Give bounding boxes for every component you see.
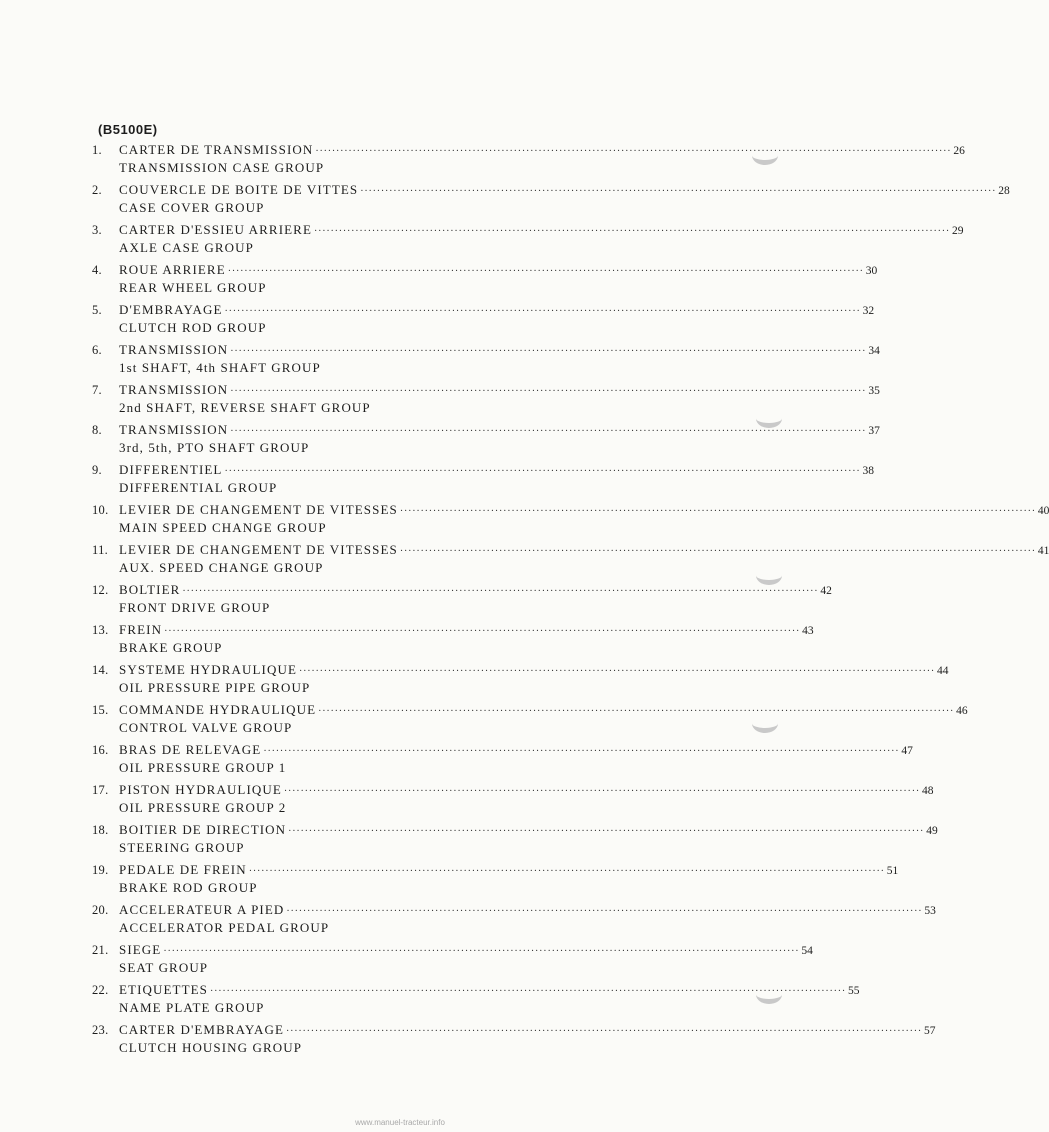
entry-english-title: AUX. SPEED CHANGE GROUP <box>119 560 324 575</box>
entry-french-line <box>119 821 938 841</box>
toc-entry <box>92 581 832 621</box>
entry-number: 19. <box>92 863 109 877</box>
entry-french-line <box>119 901 936 921</box>
entry-page-number: 41 <box>1037 545 1049 557</box>
dot-leader: ·························································································································································· <box>224 306 861 317</box>
entry-page-number: 46 <box>956 705 968 717</box>
entry-english-title: REAR WHEEL GROUP <box>119 280 267 295</box>
entry-page-number: 57 <box>924 1025 936 1037</box>
entry-french-line <box>119 261 878 281</box>
toc-entry <box>92 701 968 741</box>
entry-english-title: 2nd SHAFT, REVERSE SHAFT GROUP <box>119 400 371 415</box>
toc-entry <box>92 781 934 821</box>
toc-entry <box>92 261 878 301</box>
entry-number: 11. <box>92 543 109 557</box>
entry-number: 5. <box>92 303 102 317</box>
entry-english-title: CASE COVER GROUP <box>119 200 265 215</box>
entry-page-number: 48 <box>921 785 934 797</box>
entry-number: 23. <box>92 1023 109 1037</box>
toc-entry <box>92 461 875 501</box>
entry-number: 9. <box>92 463 102 477</box>
entry-french-title: CARTER DE TRANSMISSION <box>119 142 314 157</box>
entry-french-title: SYSTEME HYDRAULIQUE <box>119 662 297 677</box>
entry-page-number: 44 <box>937 665 949 677</box>
entry-french-line <box>119 181 1010 201</box>
entry-page-number: 37 <box>868 425 880 437</box>
entry-french-title: FREIN <box>119 622 163 637</box>
entry-french-title: ETIQUETTES <box>119 982 208 997</box>
entry-english-title: OIL PRESSURE PIPE GROUP <box>119 680 311 695</box>
entry-english-title: AXLE CASE GROUP <box>119 240 254 255</box>
entry-english-title: CONTROL VALVE GROUP <box>119 720 293 735</box>
entry-french-title: TRANSMISSION <box>119 382 229 397</box>
entry-english-title: BRAKE GROUP <box>119 640 223 655</box>
entry-french-title: TRANSMISSION <box>119 422 229 437</box>
dot-leader: ·························································································································································· <box>209 986 847 997</box>
entry-french-title: BOITIER DE DIRECTION <box>119 822 287 837</box>
dot-leader: ·························································································································································· <box>298 666 936 677</box>
entry-page-number: 49 <box>926 825 938 837</box>
entry-french-line <box>119 661 949 681</box>
entry-number: 8. <box>92 423 102 437</box>
toc-entry <box>92 541 1049 581</box>
entry-french-title: LEVIER DE CHANGEMENT DE VITESSES <box>119 502 398 517</box>
entry-page-number: 55 <box>848 985 860 997</box>
entry-french-line <box>119 781 934 801</box>
entry-french-title: ACCELERATEUR A PIED <box>119 902 285 917</box>
entry-number: 18. <box>92 823 109 837</box>
entry-page-number: 34 <box>868 345 880 357</box>
entry-number: 17. <box>92 783 109 797</box>
entry-english-title: 1st SHAFT, 4th SHAFT GROUP <box>119 360 321 375</box>
entry-number: 15. <box>92 703 109 717</box>
toc-entry <box>92 901 936 941</box>
entry-french-title: PISTON HYDRAULIQUE <box>119 782 282 797</box>
entry-english-title: MAIN SPEED CHANGE GROUP <box>119 520 327 535</box>
punch-hole-icon <box>756 985 782 1004</box>
entry-french-title: SIEGE <box>119 942 162 957</box>
entry-french-title: PEDALE DE FREIN <box>119 862 247 877</box>
entry-french-line <box>119 501 1049 521</box>
entry-english-title: CLUTCH ROD GROUP <box>119 320 267 335</box>
entry-french-line <box>119 861 899 881</box>
entry-french-title: LEVIER DE CHANGEMENT DE VITESSES <box>119 542 398 557</box>
toc-entry <box>92 341 880 381</box>
entry-french-line <box>119 221 964 241</box>
toc-entry <box>92 741 913 781</box>
entry-french-line <box>119 741 913 761</box>
toc-entry <box>92 821 938 861</box>
entry-english-title: CLUTCH HOUSING GROUP <box>119 1040 303 1055</box>
entry-number: 16. <box>92 743 109 757</box>
entry-english-title: TRANSMISSION CASE GROUP <box>119 160 325 175</box>
entry-french-title: ROUE ARRIERE <box>119 262 226 277</box>
entry-french-line <box>119 1021 936 1041</box>
entry-page-number: 54 <box>801 945 813 957</box>
dot-leader: ·························································································································································· <box>285 1026 923 1037</box>
entry-french-line <box>119 461 875 481</box>
dot-leader: ·························································································································································· <box>230 426 867 437</box>
entry-french-line <box>119 981 860 1001</box>
entry-english-title: NAME PLATE GROUP <box>119 1000 265 1015</box>
dot-leader: ·························································································································································· <box>283 786 920 797</box>
entry-french-line <box>119 581 832 601</box>
punch-hole-icon <box>756 566 782 585</box>
watermark-text: www.manuel-tracteur.info <box>355 1118 445 1127</box>
entry-french-line <box>119 541 1049 561</box>
toc-entry <box>92 1021 936 1061</box>
entry-page-number: 32 <box>862 305 875 317</box>
toc-entry <box>92 181 1010 221</box>
toc-entry <box>92 621 814 661</box>
toc-entry <box>92 941 813 981</box>
toc-entry <box>92 421 880 461</box>
entry-english-title: FRONT DRIVE GROUP <box>119 600 271 615</box>
dot-leader: ·························································································································································· <box>360 186 997 197</box>
entry-number: 21. <box>92 943 109 957</box>
entry-french-line <box>119 381 880 401</box>
dot-leader: ·························································································································································· <box>230 386 867 397</box>
dot-leader: ·························································································································································· <box>164 626 801 637</box>
entry-french-title: COMMANDE HYDRAULIQUE <box>119 702 317 717</box>
dot-leader: ·························································································································································· <box>224 466 861 477</box>
table-of-contents <box>92 141 1049 1061</box>
dot-leader: ·························································································································································· <box>399 506 1036 517</box>
entry-number: 7. <box>92 383 102 397</box>
entry-french-line <box>119 141 965 161</box>
entry-page-number: 38 <box>862 465 875 477</box>
entry-english-title: OIL PRESSURE GROUP 2 <box>119 800 287 815</box>
entry-number: 14. <box>92 663 109 677</box>
entry-english-title: 3rd, 5th, PTO SHAFT GROUP <box>119 440 310 455</box>
toc-entry <box>92 501 1049 541</box>
entry-number: 6. <box>92 343 102 357</box>
entry-page-number: 40 <box>1037 505 1049 517</box>
entry-english-title: OIL PRESSURE GROUP 1 <box>119 760 287 775</box>
dot-leader: ·························································································································································· <box>286 906 923 917</box>
dot-leader: ·························································································································································· <box>318 706 955 717</box>
entry-french-line <box>119 941 813 961</box>
toc-entry <box>92 861 899 901</box>
dot-leader: ·························································································································································· <box>263 746 900 757</box>
dot-leader: ·························································································································································· <box>230 346 867 357</box>
entry-page-number: 35 <box>868 385 880 397</box>
entry-french-title: COUVERCLE DE BOITE DE VITTES <box>119 182 359 197</box>
entry-french-title: D'EMBRAYAGE <box>119 302 223 317</box>
entry-number: 20. <box>92 903 109 917</box>
punch-hole-icon <box>752 714 778 733</box>
entry-french-line <box>119 301 875 321</box>
dot-leader: ·························································································································································· <box>182 586 819 597</box>
entry-page-number: 28 <box>998 185 1010 197</box>
entry-number: 13. <box>92 623 109 637</box>
entry-number: 2. <box>92 183 102 197</box>
entry-page-number: 42 <box>820 585 832 597</box>
entry-number: 1. <box>92 143 102 157</box>
entry-french-title: CARTER D'ESSIEU ARRIERE <box>119 222 312 237</box>
entry-page-number: 26 <box>953 145 965 157</box>
entry-number: 10. <box>92 503 109 517</box>
dot-leader: ·························································································································································· <box>314 226 951 237</box>
entry-number: 3. <box>92 223 102 237</box>
entry-english-title: DIFFERENTIAL GROUP <box>119 480 278 495</box>
toc-entry <box>92 981 860 1021</box>
entry-number: 4. <box>92 263 102 277</box>
toc-entry <box>92 141 965 181</box>
entry-page-number: 47 <box>901 745 913 757</box>
entry-french-title: CARTER D'EMBRAYAGE <box>119 1022 284 1037</box>
entry-english-title: SEAT GROUP <box>119 960 209 975</box>
entry-english-title: STEERING GROUP <box>119 840 245 855</box>
entry-french-title: BOLTIER <box>119 582 181 597</box>
entry-number: 12. <box>92 583 109 597</box>
entry-french-line <box>119 701 968 721</box>
entry-french-title: BRAS DE RELEVAGE <box>119 742 262 757</box>
dot-leader: ·························································································································································· <box>315 146 952 157</box>
toc-entry <box>92 301 875 341</box>
entry-page-number: 53 <box>924 905 936 917</box>
entry-french-line <box>119 621 814 641</box>
punch-hole-icon <box>752 146 778 165</box>
dot-leader: ·························································································································································· <box>248 866 885 877</box>
dot-leader: ·························································································································································· <box>163 946 800 957</box>
dot-leader: ·························································································································································· <box>227 266 864 277</box>
dot-leader: ·························································································································································· <box>399 546 1036 557</box>
punch-hole-icon <box>756 409 782 428</box>
dot-leader: ·························································································································································· <box>288 826 925 837</box>
entry-french-line <box>119 421 880 441</box>
entry-page-number: 29 <box>952 225 964 237</box>
entry-page-number: 43 <box>802 625 814 637</box>
entry-page-number: 30 <box>865 265 878 277</box>
entry-number: 22. <box>92 983 109 997</box>
toc-entry <box>92 661 949 701</box>
entry-french-title: TRANSMISSION <box>119 342 229 357</box>
entry-english-title: ACCELERATOR PEDAL GROUP <box>119 920 330 935</box>
toc-entry <box>92 381 880 421</box>
entry-french-line <box>119 341 880 361</box>
entry-page-number: 51 <box>886 865 899 877</box>
entry-french-title: DIFFERENTIEL <box>119 462 223 477</box>
toc-entry <box>92 221 964 261</box>
entry-english-title: BRAKE ROD GROUP <box>119 880 258 895</box>
model-header: (B5100E) <box>98 122 158 137</box>
